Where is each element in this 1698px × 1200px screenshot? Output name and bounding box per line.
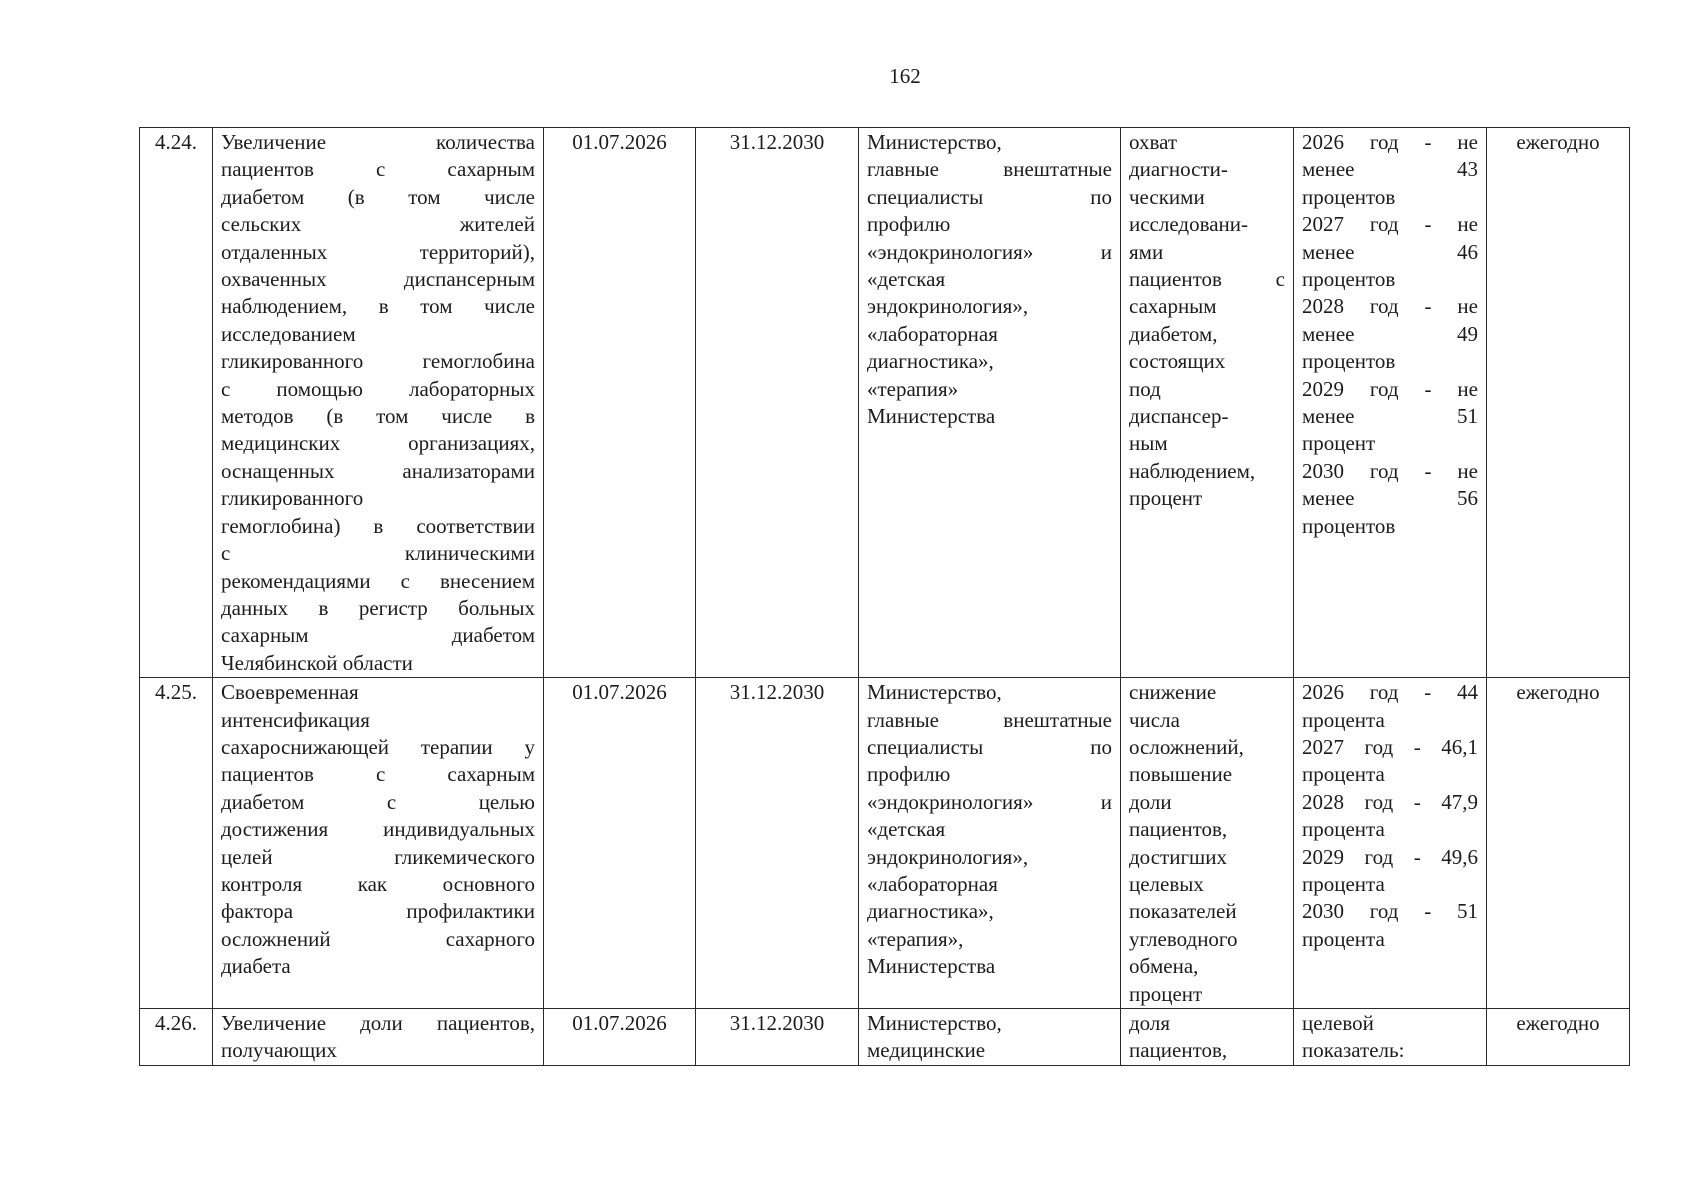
indicator-line: пациентов, — [1129, 817, 1228, 842]
target-values-line: процента — [1302, 926, 1385, 951]
responsible-line: профилю — [867, 212, 951, 237]
measure-name-line: фактора профилактики — [221, 899, 535, 924]
indicator-line: целевых — [1129, 871, 1204, 896]
target-values-line: 2029 год - не — [1302, 376, 1478, 401]
target-values-line: менее 56 — [1302, 486, 1478, 511]
measure-name-line: наблюдением, в том числе — [221, 294, 535, 319]
target-values-line: 2027 год - 46,1 — [1302, 734, 1478, 759]
measure-name-line: отдаленных территорий), — [221, 239, 535, 264]
measure-name-line: Увеличение количества — [221, 130, 535, 154]
target-values-line: процентов — [1302, 513, 1396, 538]
target-values — [1294, 678, 1487, 1009]
responsible-line: «терапия» — [867, 376, 959, 401]
measure-name-line: диабетом с целью — [221, 789, 535, 814]
start-date: 01.07.2026 — [544, 1009, 696, 1066]
measure-name-line: пациентов с сахарным — [221, 157, 535, 182]
end-date: 31.12.2030 — [696, 678, 859, 1009]
indicator — [1121, 678, 1294, 1009]
target-values-line: процента — [1302, 762, 1385, 787]
target-values — [1294, 1009, 1487, 1066]
responsible-line: «терапия», — [867, 926, 964, 951]
measure-name-line: исследованием — [221, 321, 356, 346]
frequency: ежегодно — [1487, 128, 1630, 678]
responsible-line: главные внештатные — [867, 157, 1112, 182]
indicator-line: осложнений, — [1129, 734, 1244, 759]
measure-name-line: методов (в том числе в — [221, 404, 535, 429]
measure-name-line: сельских жителей — [221, 212, 535, 237]
measure-name-line: охваченных диспансерным — [221, 267, 535, 292]
responsible — [859, 1009, 1121, 1066]
responsible-line: «эндокринология» и — [867, 239, 1112, 264]
frequency: ежегодно — [1487, 678, 1630, 1009]
responsible-line: эндокринология», — [867, 844, 1029, 869]
target-values-line: 2029 год - 49,6 — [1302, 844, 1478, 869]
indicator-line: диагности- — [1129, 157, 1228, 182]
responsible-line: диагностика», — [867, 349, 994, 374]
responsible-line: диагностика», — [867, 899, 994, 924]
measure-name-line: с клиническими — [221, 541, 535, 566]
target-values-line: процент — [1302, 431, 1376, 456]
indicator-line: показателей — [1129, 899, 1237, 924]
measure-name-line: гемоглобина) в соответствии — [221, 513, 535, 538]
target-values-line: процентов — [1302, 267, 1396, 292]
indicator-line: процент — [1129, 981, 1203, 1006]
measure-name — [213, 1009, 544, 1066]
indicator-line: пациентов, — [1129, 1038, 1228, 1063]
responsible-line: профилю — [867, 762, 951, 787]
measure-name-line: медицинских организациях, — [221, 431, 535, 456]
indicator-line: под — [1129, 376, 1161, 401]
indicator-line: достигших — [1129, 844, 1227, 869]
measure-name-line: оснащенных анализаторами — [221, 458, 535, 483]
responsible-line: «детская — [867, 817, 946, 842]
target-values-line: целевой — [1302, 1011, 1374, 1035]
target-values-line: менее 43 — [1302, 157, 1478, 182]
row-number: 4.26. — [140, 1009, 213, 1066]
measure-name-line: получающих — [221, 1038, 337, 1063]
indicator-line: числа — [1129, 707, 1180, 732]
measure-name-line: диабета — [221, 954, 291, 979]
target-values-line: процентов — [1302, 184, 1396, 209]
indicator-line: ческими — [1129, 184, 1205, 209]
measure-name-line: целей гликемического — [221, 844, 535, 869]
responsible-line: специалисты по — [867, 734, 1112, 759]
responsible-line: «лабораторная — [867, 321, 998, 346]
indicator-line: диабетом, — [1129, 321, 1218, 346]
measure-name — [213, 128, 544, 678]
target-values-line: 2028 год - не — [1302, 294, 1478, 319]
target-values-line: 2027 год - не — [1302, 212, 1478, 237]
measures-table — [139, 127, 1630, 1066]
end-date: 31.12.2030 — [696, 128, 859, 678]
target-values-line: 2028 год - 47,9 — [1302, 789, 1478, 814]
responsible-line: специалисты по — [867, 184, 1112, 209]
end-date: 31.12.2030 — [696, 1009, 859, 1066]
measure-name-line: пациентов с сахарным — [221, 762, 535, 787]
indicator — [1121, 1009, 1294, 1066]
measure-name-line: гликированного гемоглобина — [221, 349, 535, 374]
measure-name-line: сахарным диабетом — [221, 623, 535, 648]
target-values-line: менее 49 — [1302, 321, 1478, 346]
measure-name-line: осложнений сахарного — [221, 926, 535, 951]
responsible-line: Министерство, — [867, 130, 1002, 154]
indicator-line: углеводного — [1129, 926, 1238, 951]
responsible — [859, 128, 1121, 678]
measure-name-line: Своевременная — [221, 680, 359, 705]
responsible-line: Министерства — [867, 954, 996, 979]
indicator-line: диспансер- — [1129, 404, 1229, 429]
indicator-line: повышение — [1129, 762, 1233, 787]
target-values-line: показатель: — [1302, 1038, 1405, 1063]
measure-name-line: гликированного — [221, 486, 364, 511]
measure-name-line: рекомендациями с внесением — [221, 568, 535, 593]
measure-name-line: Увеличение доли пациентов, — [221, 1011, 535, 1035]
responsible — [859, 678, 1121, 1009]
responsible-line: эндокринология», — [867, 294, 1029, 319]
indicator-line: доли — [1129, 789, 1172, 814]
responsible-line: «лабораторная — [867, 871, 998, 896]
indicator-line: процент — [1129, 486, 1203, 511]
target-values — [1294, 128, 1487, 678]
responsible-line: Министерство, — [867, 1011, 1002, 1035]
indicator-line: исследовани- — [1129, 212, 1249, 237]
target-values-line: менее 51 — [1302, 404, 1478, 429]
table-row — [140, 678, 1630, 1009]
responsible-line: медицинские — [867, 1038, 986, 1063]
target-values-line: процента — [1302, 871, 1385, 896]
target-values-line: процента — [1302, 817, 1385, 842]
indicator-line: пациентов с — [1129, 267, 1285, 292]
row-number: 4.24. — [140, 128, 213, 678]
responsible-line: главные внештатные — [867, 707, 1112, 732]
indicator — [1121, 128, 1294, 678]
measure-name-line: Челябинской области — [221, 650, 413, 675]
measure-name-line: с помощью лабораторных — [221, 376, 535, 401]
table-row — [140, 128, 1630, 678]
indicator-line: наблюдением, — [1129, 458, 1256, 483]
indicator-line: доля — [1129, 1011, 1171, 1035]
row-number: 4.25. — [140, 678, 213, 1009]
measure-name — [213, 678, 544, 1009]
frequency: ежегодно — [1487, 1009, 1630, 1066]
indicator-line: ным — [1129, 431, 1168, 456]
measure-name-line: данных в регистр больных — [221, 595, 535, 620]
start-date: 01.07.2026 — [544, 678, 696, 1009]
indicator-line: ями — [1129, 239, 1164, 264]
target-values-line: процентов — [1302, 349, 1396, 374]
target-values-line: процента — [1302, 707, 1385, 732]
measure-name-line: контроля как основного — [221, 871, 535, 896]
start-date: 01.07.2026 — [544, 128, 696, 678]
page-number: 162 — [889, 64, 921, 88]
target-values-line: 2030 год - 51 — [1302, 899, 1478, 924]
measure-name-line: достижения индивидуальных — [221, 817, 535, 842]
indicator-line: обмена, — [1129, 954, 1199, 979]
target-values-line: 2026 год - 44 — [1302, 680, 1478, 705]
measure-name-line: интенсификация — [221, 707, 370, 732]
responsible-line: Министерство, — [867, 680, 1002, 705]
target-values-line: менее 46 — [1302, 239, 1478, 264]
responsible-line: «эндокринология» и — [867, 789, 1112, 814]
indicator-line: охват — [1129, 130, 1178, 154]
responsible-line: Министерства — [867, 404, 996, 429]
target-values-line: 2026 год - не — [1302, 130, 1478, 154]
indicator-line: снижение — [1129, 680, 1217, 705]
indicator-line: состоящих — [1129, 349, 1226, 374]
measure-name-line: сахароснижающей терапии у — [221, 734, 535, 759]
indicator-line: сахарным — [1129, 294, 1217, 319]
target-values-line: 2030 год - не — [1302, 458, 1478, 483]
measure-name-line: диабетом (в том числе — [221, 184, 535, 209]
table-row — [140, 1009, 1630, 1066]
responsible-line: «детская — [867, 267, 946, 292]
